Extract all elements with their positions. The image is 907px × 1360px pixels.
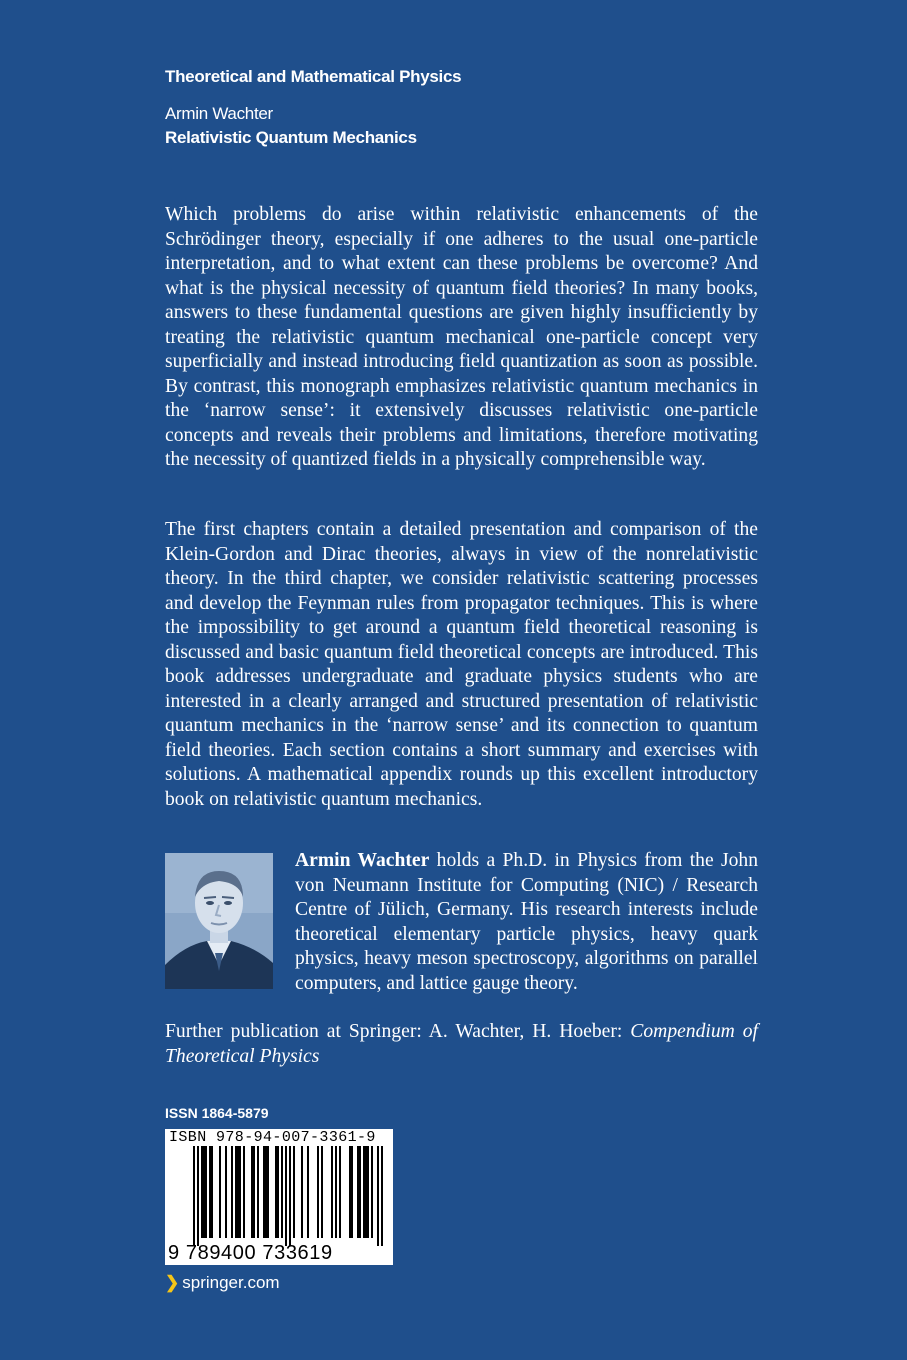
barcode-bar <box>257 1146 259 1238</box>
barcode-bar <box>235 1146 237 1238</box>
book-title: Relativistic Quantum Mechanics <box>165 128 417 147</box>
barcode-bar <box>377 1146 379 1246</box>
barcode-bar <box>281 1146 283 1238</box>
barcode-bar <box>265 1146 267 1238</box>
barcode-bar <box>351 1146 353 1238</box>
barcode-bar <box>239 1146 241 1238</box>
barcode-bar <box>307 1146 309 1238</box>
barcode-bar <box>193 1146 195 1246</box>
barcode-bar <box>225 1146 227 1238</box>
barcode-bar <box>231 1146 233 1238</box>
author-name: Armin Wachter <box>165 104 273 123</box>
issn-number: ISSN 1864-5879 <box>165 1105 269 1121</box>
further-publication-prefix: Further publication at Springer: A. Wachter, H. Hoeber: <box>165 1021 631 1042</box>
barcode-bar <box>219 1146 221 1238</box>
barcode-bar <box>293 1146 295 1238</box>
barcode-bar <box>201 1146 203 1238</box>
barcode-bar <box>335 1146 337 1238</box>
barcode-bar <box>289 1146 291 1246</box>
barcode-bar <box>243 1146 245 1238</box>
barcode-bar <box>371 1146 373 1238</box>
barcode-bar <box>301 1146 303 1238</box>
barcode-bar <box>359 1146 361 1238</box>
barcode-bar <box>321 1146 323 1238</box>
isbn-barcode <box>165 1129 393 1265</box>
author-bio-text <box>295 849 758 996</box>
barcode-bar <box>285 1146 287 1246</box>
author-bio-section <box>165 850 759 994</box>
ean-digits: 9 789400 733619 <box>168 1242 333 1264</box>
barcode-bar <box>251 1146 253 1238</box>
barcode-bar <box>237 1146 239 1238</box>
series-title: Theoretical and Mathematical Physics <box>165 67 462 86</box>
blurb-paragraph-1: Which problems do arise within relativistic enhancements of the Schrödinger theory, especially if one adheres to the usual one-particle interpretation, and to what extent can these problems be overcome? And what is the physical necessity of quantum field theories? In many books, answers to these fundamental questions are given highly insufficiently by treating the relativistic quantum mechanical one-particle concept very superficially and instead introducing field quantization as soon as possible. By contrast, this monograph emphasizes relativistic quantum mechanics in the ‘narrow sense’: it extensively discusses relativistic one-particle concepts and reveals their problems and limitations, therefore motivating the necessity of quantized fields in a physically comprehensible way. <box>165 204 758 470</box>
barcode-bar <box>253 1146 255 1238</box>
barcode-bar <box>363 1146 365 1238</box>
isbn-label: ISBN 978-94-007-3361-9 <box>169 1129 376 1146</box>
chevron-right-icon: ❯ <box>165 1273 180 1292</box>
website-link[interactable] <box>165 1273 280 1293</box>
barcode-bar <box>211 1146 213 1238</box>
barcode-bar <box>349 1146 351 1238</box>
barcode-bar <box>317 1146 319 1238</box>
barcode-bar <box>331 1146 333 1238</box>
further-publication-title: Compendium of Theoretical Physics <box>165 1021 758 1067</box>
barcode-bar <box>367 1146 369 1238</box>
barcode-bar <box>203 1146 205 1238</box>
barcode-bar <box>267 1146 269 1238</box>
barcode-bar <box>209 1146 211 1238</box>
barcode-bars <box>167 1146 391 1246</box>
barcode-bar <box>263 1146 265 1238</box>
barcode-bar <box>339 1146 341 1238</box>
author-bio-body: holds a Ph.D. in Physics from the John von Neumann Institute for Computing (NIC) / Research Centre of Jülich, Germany. His research interests include theoretical elementary particle physics, heavy quark physics, heavy meson spectroscopy, algorithms on parallel computers, and lattice gauge theory. <box>295 850 759 994</box>
further-publication <box>165 1020 758 1069</box>
barcode-bar <box>197 1146 199 1246</box>
author-bio-name: Armin Wachter <box>295 850 430 871</box>
barcode-bar <box>381 1146 383 1246</box>
barcode-bar <box>275 1146 277 1238</box>
barcode-bar <box>365 1146 367 1238</box>
barcode-bar <box>205 1146 207 1238</box>
website-label: springer.com <box>182 1273 280 1292</box>
author-photo <box>165 853 273 989</box>
barcode-bar <box>277 1146 279 1238</box>
barcode-bar <box>357 1146 359 1238</box>
blurb-paragraph-2: The first chapters contain a detailed presentation and comparison of the Klein-Gordon and Dirac theories, always in view of the nonrelativistic theory. In the third chapter, we consider relativistic scattering processes and develop the Feynman rules from propagator techniques. This is where the impossibility to get around a quantum field theoretical reasoning is discussed and basic quantum field theoretical concepts are introduced. This book addresses undergraduate and graduate physics students who are interested in a clearly arranged and structured presentation of relativistic quantum mechanics in the ‘narrow sense’ and its connection to quantum field theories. Each section contains a short summary and exercises with solutions. A mathematical appendix rounds up this excellent introductory book on relativistic quantum mechanics. <box>165 519 758 810</box>
